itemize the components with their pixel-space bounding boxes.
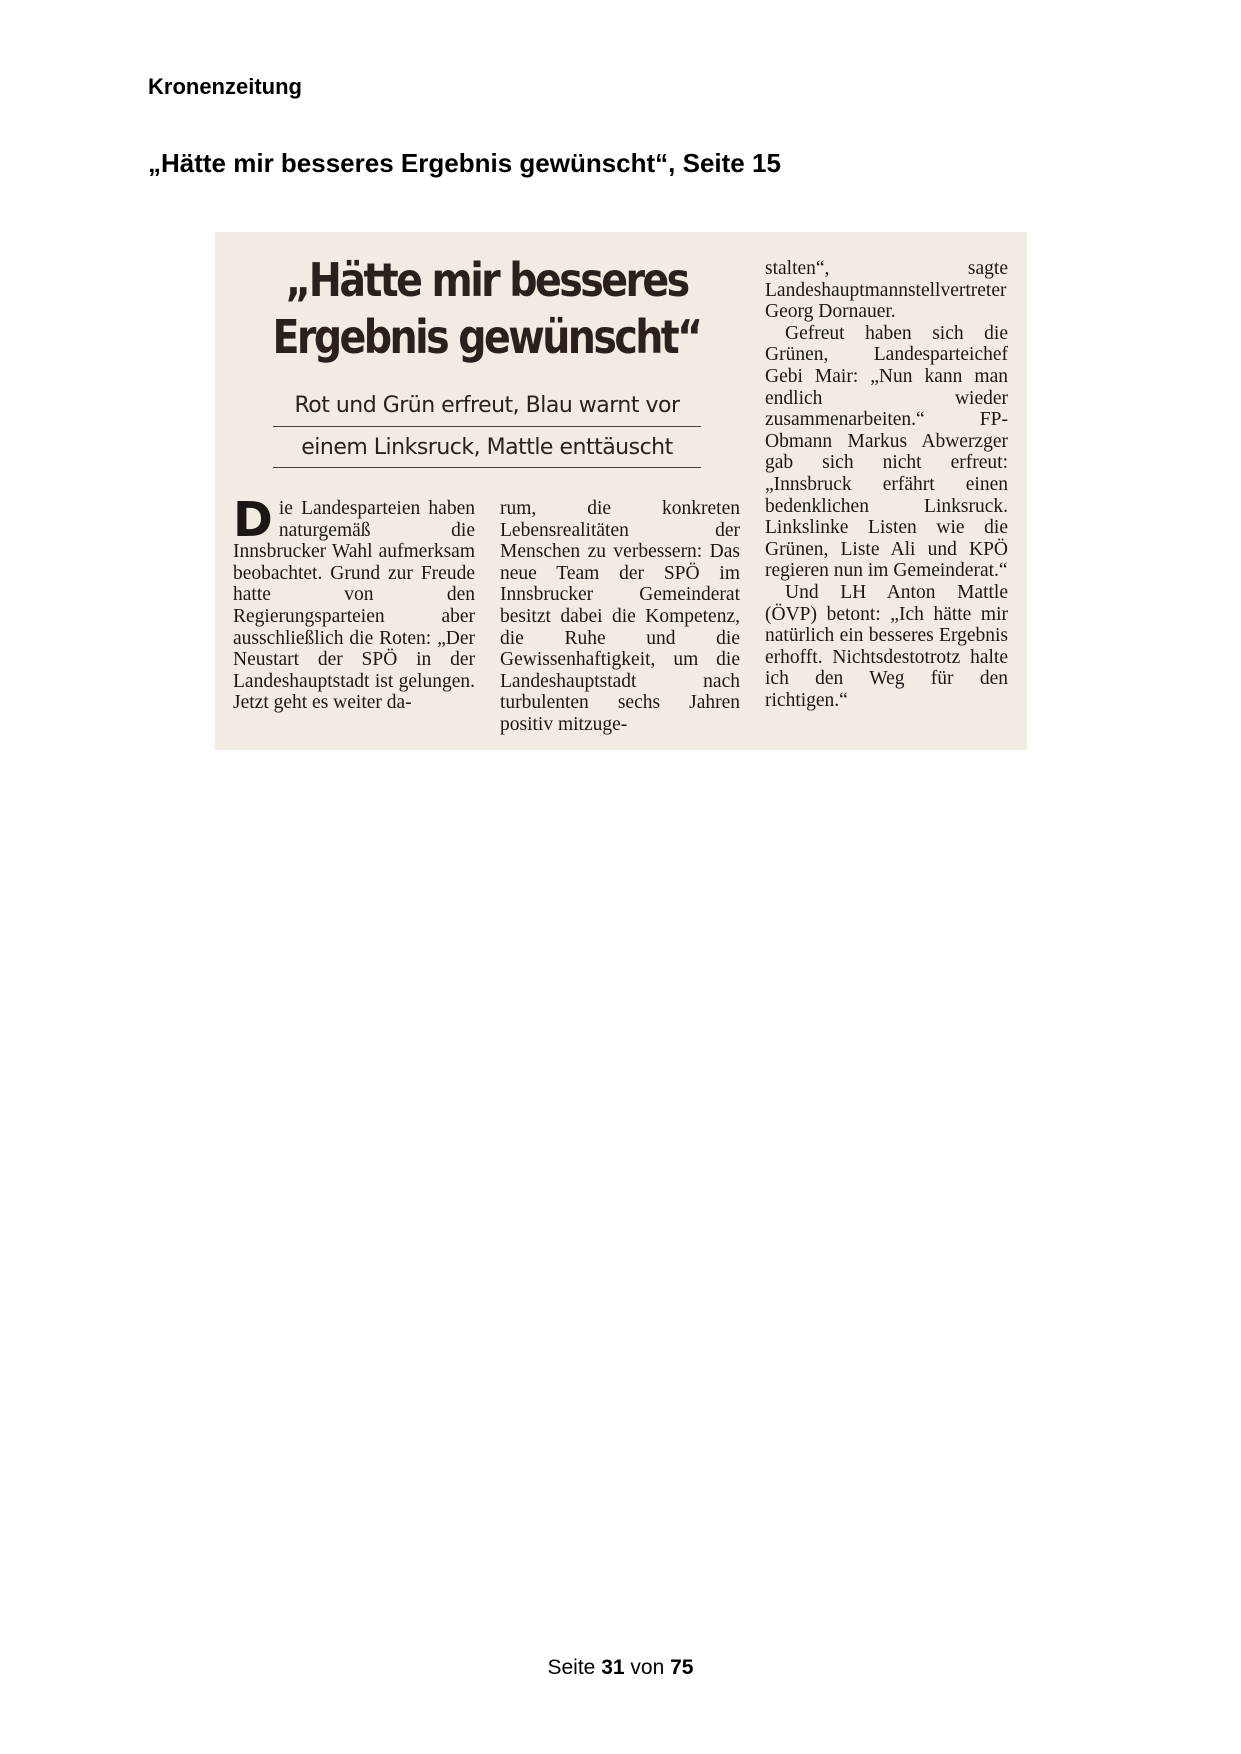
column-2-text: rum, die konkreten Lebensrealitäten der Menschen zu verbessern: Das neue Team der SPÖ im Innsbrucker Gemeinderat besitzt dabei die Kompetenz, die Ruhe und die Gewissenhaftigkeit, um die Landeshauptstadt nach turbulenten sechs Jahren positiv mitzuge- bbox=[500, 498, 740, 735]
subheadline bbox=[273, 386, 701, 468]
newspaper-clipping bbox=[215, 232, 1027, 750]
drop-cap: D bbox=[233, 492, 273, 548]
subheadline-line-2: einem Linksruck, Mattle enttäuscht bbox=[273, 427, 701, 468]
footer-page-number: 31 bbox=[601, 1656, 625, 1679]
article-reference-title: „Hätte mir besseres Ergebnis gewünscht“, Seite 15 bbox=[148, 148, 781, 178]
page-footer bbox=[0, 1656, 1241, 1680]
footer-separator: von bbox=[630, 1656, 665, 1679]
article-column-3 bbox=[765, 258, 1008, 711]
publication-name: Kronenzeitung bbox=[148, 74, 302, 99]
column-3-paragraph-2: Gefreut haben sich die Grünen, Landesparteichef Gebi Mair: „Nun kann man endlich wieder zusammenarbeiten.“ FP-Obmann Markus Abwerzger gab sich nicht erfreut: „Innsbruck erfährt einen bedenklichen Linksruck. Linkslinke Listen wie die Grünen, Liste Ali und KPÖ regieren nun im Gemeinderat.“ bbox=[765, 322, 1008, 582]
headline-line-1: „Hätte mir besseres bbox=[285, 253, 688, 307]
column-3-paragraph-1: stalten“, sagte Landeshauptmannstellvertreter Georg Dornauer. bbox=[765, 258, 1008, 323]
column-1-text: ie Landesparteien haben naturgemäß die Innsbrucker Wahl aufmerksam beobachtet. Grund zur Freude hatte von den Regierungsparteien aber ausschließlich die Roten: „Der Neustart der SPÖ in der Landeshauptstadt ist gelungen. Jetzt geht es weiter da- bbox=[233, 498, 475, 714]
footer-prefix: Seite bbox=[547, 1656, 596, 1679]
article-column-2 bbox=[500, 498, 740, 736]
column-3-paragraph-3: Und LH Anton Mattle (ÖVP) betont: „Ich hätte mir natürlich ein besseres Ergebnis erhofft. Nichtsdestotrotz halte ich den Weg für den richtigen.“ bbox=[765, 581, 1008, 711]
footer-total-pages: 75 bbox=[670, 1656, 694, 1679]
subheadline-line-1: Rot und Grün erfreut, Blau warnt vor bbox=[273, 386, 701, 427]
headline-line-2: Ergebnis gewünscht“ bbox=[272, 310, 701, 364]
article-column-1 bbox=[233, 492, 475, 714]
headline bbox=[253, 252, 720, 366]
